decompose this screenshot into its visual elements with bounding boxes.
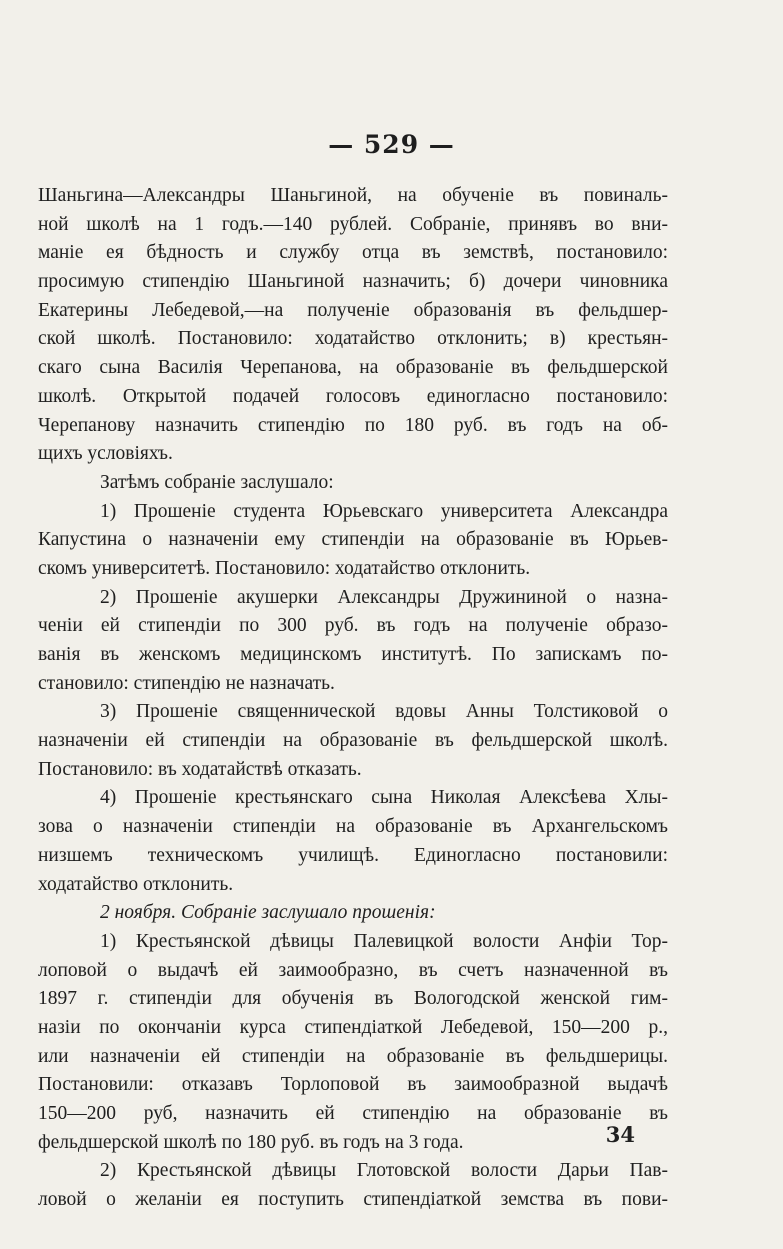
text-line: 1) Крестьянской дѣвицы Палевицкой волости Анфіи Тор- xyxy=(100,930,668,952)
text-line: назіи по окончаніи курса стипендіаткой Лебедевой, 150—200 р., xyxy=(38,1016,668,1038)
text-line: просимую стипендію Шаньгиной назначить; б) дочери чиновника xyxy=(38,271,668,293)
text-line: скомъ университетѣ. Постановило: ходатайство отклонить. xyxy=(38,557,531,579)
text-line: лоповой о выдачѣ ей заимообразно, въ счетъ назначенной въ xyxy=(38,959,668,981)
text-line: Черепанову назначить стипендію по 180 руб. въ годъ на об- xyxy=(38,414,668,436)
text-line: Екатерины Лебедевой,—на полученіе образованія въ фельдшер- xyxy=(38,299,668,321)
text-line: 3) Прошеніе священнической вдовы Анны Толстиковой о xyxy=(100,701,668,723)
text-line: 4) Прошеніе крестьянскаго сына Николая Алексѣева Хлы- xyxy=(100,787,668,809)
text-line: щихъ условіяхъ. xyxy=(38,443,173,465)
text-line: низшемъ техническомъ училищѣ. Единогласно постановили: xyxy=(38,844,668,866)
text-line: 1897 г. стипендіи для обученія въ Вологодской женской гим- xyxy=(38,988,668,1010)
text-line: скаго сына Василія Черепанова, на образованіе въ фельдшерской xyxy=(38,357,668,379)
text-line: или назначеніи ей стипендіи на образованіе въ фельдшерицы. xyxy=(38,1045,668,1067)
page-number: — 529 — xyxy=(328,130,455,159)
text-line: Постановили: отказавъ Торлоповой въ заимообразной выдачѣ xyxy=(38,1074,668,1096)
text-line: фельдшерской школѣ по 180 руб. въ годъ на 3 года. xyxy=(38,1131,464,1153)
text-line: маніе ея бѣдность и службу отца въ земствѣ, постановило: xyxy=(38,242,668,264)
printer-signature-mark: 34 xyxy=(605,1122,635,1147)
text-line: ной школѣ на 1 годъ.—140 рублей. Собраніе, принявъ во вни- xyxy=(38,213,668,235)
text-line: ченіи ей стипендіи по 300 руб. въ годъ на полученіе образо- xyxy=(38,615,668,637)
text-line: Постановило: въ ходатайствѣ отказать. xyxy=(38,758,362,780)
text-line: Затѣмъ собраніе заслушало: xyxy=(100,471,334,493)
text-line: ловой о желаніи ея поступить стипендіаткой земства въ пови- xyxy=(38,1189,668,1211)
text-line: назначеніи ей стипендіи на образованіе въ фельдшерской школѣ. xyxy=(38,730,668,752)
text-line: Капустина о назначеніи ему стипендіи на образованіе въ Юрьев- xyxy=(38,529,668,551)
body-text xyxy=(38,182,668,1215)
text-line: школѣ. Открытой подачей голосовъ единогласно постановило: xyxy=(38,385,668,407)
text-line: Шаньгина—Александры Шаньгиной, на обученіе въ повиналь- xyxy=(38,185,668,206)
text-line: ской школѣ. Постановило: ходатайство отклонить; в) крестьян- xyxy=(38,328,668,350)
text-line: 2 ноября. Собраніе заслушало прошенія: xyxy=(100,902,436,924)
text-line: ходатайство отклонить. xyxy=(38,873,234,895)
text-line: зова о назначеніи стипендіи на образованіе въ Архангельскомъ xyxy=(38,816,668,838)
text-line: 1) Прошеніе студента Юрьевскаго университета Александра xyxy=(100,500,668,522)
text-line: 2) Прошеніе акушерки Александры Дружининой о назна- xyxy=(100,586,668,608)
text-line: ванія въ женскомъ медицинскомъ институтѣ. По запискамъ по- xyxy=(38,644,668,665)
text-line: становило: стипендію не назначать. xyxy=(38,672,335,694)
text-line: 2) Крестьянской дѣвицы Глотовской волости Дарьи Пав- xyxy=(100,1160,668,1182)
text-line: 150—200 руб, назначить ей стипендію на образованіе въ xyxy=(38,1103,668,1124)
